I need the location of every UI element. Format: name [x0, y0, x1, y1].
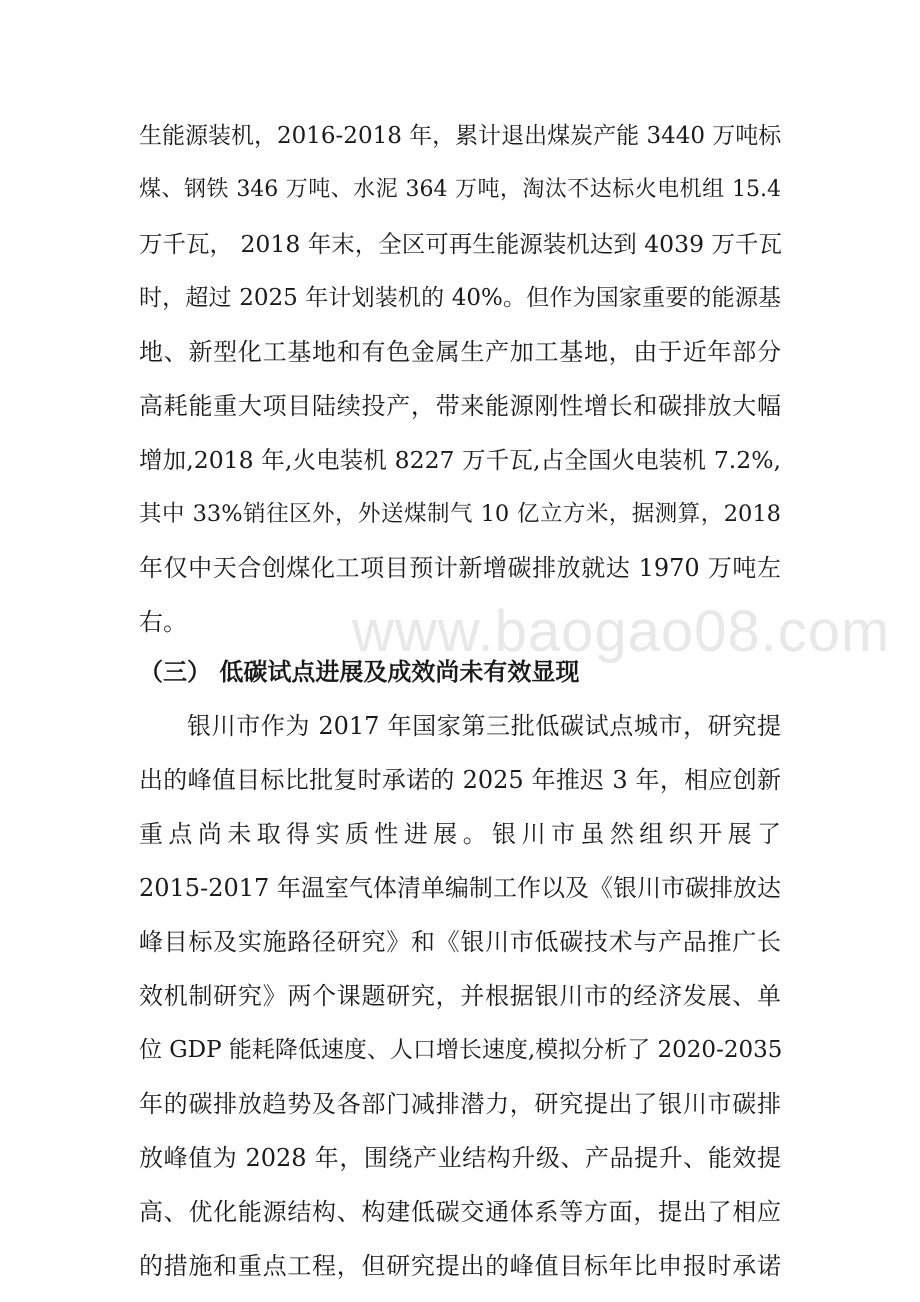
text-line: 增加,2018 年,火电装机 8227 万千瓦,占全国火电装机 7.2%,: [139, 446, 781, 474]
text-line: 出的峰值目标比批复时承诺的 2025 年推迟 3 年，相应创新: [139, 766, 781, 794]
text-line: 银川市作为 2017 年国家第三批低碳试点城市，研究提: [187, 712, 781, 740]
text-line: 时，超过 2025 年计划装机的 40%。但作为国家重要的能源基: [139, 285, 781, 311]
text-line: 年的碳排放趋势及各部门减排潜力，研究提出了银川市碳排: [139, 1090, 781, 1118]
watermark: www.baogao08.com: [352, 599, 891, 664]
text-line: 高、优化能源结构、构建低碳交通体系等方面，提出了相应: [139, 1198, 781, 1226]
text-line: 高耗能重大项目陆续投产，带来能源刚性增长和碳排放大幅: [139, 392, 781, 420]
text-line: 地、新型化工基地和有色金属生产加工基地，由于近年部分: [139, 338, 781, 366]
text-line: 峰目标及实施路径研究》和《银川市低碳技术与产品推广长: [139, 928, 781, 956]
text-line: 右。: [139, 608, 187, 636]
text-line: 的措施和重点工程，但研究提出的峰值目标年比申报时承诺: [139, 1252, 781, 1280]
text-line: 位 GDP 能耗降低速度、人口增长速度,模拟分析了 2020-2035: [139, 1037, 783, 1063]
text-line: 年仅中天合创煤化工项目预计新增碳排放就达 1970 万吨左: [139, 554, 781, 582]
section-heading: （三） 低碳试点进展及成效尚未有效显现: [139, 658, 580, 686]
text-line: 万千瓦， 2018 年末，全区可再生能源装机达到 4039 万千瓦: [139, 230, 782, 258]
text-line: 其中 33%销往区外，外送煤制气 10 亿立方米，据测算，2018: [139, 501, 781, 527]
text-line: 2015-2017 年温室气体清单编制工作以及《银川市碳排放达: [139, 874, 781, 902]
text-line: 放峰值为 2028 年，围绕产业结构升级、产品提升、能效提: [139, 1144, 781, 1172]
text-line: 效机制研究》两个课题研究，并根据银川市的经济发展、单: [139, 982, 781, 1010]
text-line: 重点尚未取得实质性进展。银川市虽然组织开展了: [139, 820, 781, 848]
text-line: 生能源装机，2016-2018 年，累计退出煤炭产能 3440 万吨标: [139, 123, 782, 149]
text-line: 煤、钢铁 346 万吨、水泥 364 万吨，淘汰不达标火电机组 15.4: [139, 177, 781, 202]
